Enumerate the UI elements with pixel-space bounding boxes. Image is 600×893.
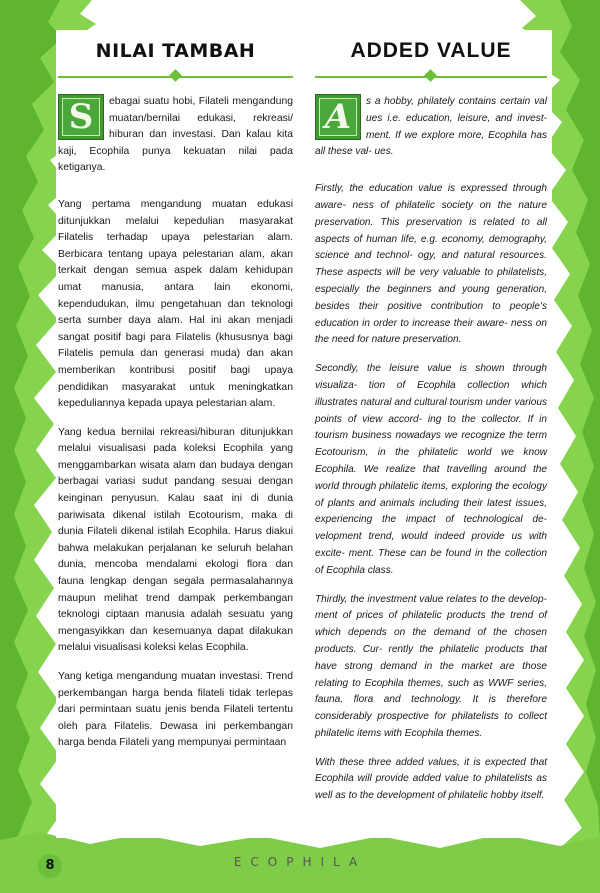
paragraph-intro-id: S ebagai suatu hobi, Filateli mengandung muatan/bernilai edukasi, rekreasi/ hiburan dan investasi. Dan kalau kita kaji, Ecophila punya kekuatan nilai pada ketiganya. (58, 96, 293, 174)
page-number: 8 (38, 854, 62, 878)
paragraph-conclusion-en: With these three added values, it is expected that Ecophila will provide added value to philatelists as well as to the development of philatelic hobby itself. (315, 756, 547, 802)
dropcap-a: A (315, 94, 361, 140)
page-footer (0, 846, 600, 886)
indonesian-column (58, 36, 293, 764)
title-divider (315, 70, 547, 84)
paragraph-leisure-id: Yang kedua bernilai rekreasi/hiburan ditunjukkan melalui visualisasi pada koleksi Ecophila yang menggambarkan wisata alam dan budaya dengan berbagai variasi sudut pandang sesuai dengan keinginan penyusun. Kalau saat ini di dunia pariwisata dikenal istilah Ecotourism, maka di dunia Filateli dikenal istilah Ecophila. Harus diakui bahwa melakukan perjalanan ke seluruh belahan dunia, mencoba mendalami ekologi flora dan fauna lengkap dengan segala permasalahannya maupun melihat trend dampak perkembangan teknologi ciptaan manusia adalah sesuatu yang mengasyikkan dan kesemuanya dapat dilakukan melalui visualisasi koleksi kelas Ecophila. (58, 426, 293, 654)
paragraph-investment-en: Thirdly, the investment value relates to the develop- ment of prices of philatelic products the trend of which depends on the demand of the chosen products. Cur- rently the philatelic products that have strong demand in the market are those relating to Ecophila themes, such as WWF series, fauna, flora and technology. It is therefore considerably prospective for philatelists to collect philatelic items with Ecophila themes. (315, 593, 547, 739)
column-title-id: NILAI TAMBAH (95, 40, 256, 62)
dropcap-s: S (58, 94, 104, 140)
paragraph-education-en: Firstly, the education value is expressed through aware- ness of philatelic society on the nature preservation. This preservation is related to all aspects of human life, e.g. economy, demography, science and technol- ogy, and natural resources. These aspects will be very valuable to philatelists, especially the beginners and young generation, besides their positive contribution to people's education in order to increase their aware- ness on the need for nature preservation. (315, 183, 547, 346)
paragraph-intro-en: A s a hobby, philately contains certain val ues i.e. education, leisure, and invest- ment. If we explore more, Ecophila has all these val- ues. (315, 96, 547, 158)
paragraph-leisure-en: Secondly, the leisure value is shown through visualiza- tion of Ecophila collection which illustrates natural and cultural tourism under various points of view accord- ing to the collector. If in tourism business nowadays we recognize the term Ecotourism, in the philatelic world we know Ecophila. We realize that travelling around the world through philatelic items, exploring the ecology of plants and animals including their latest issues, experiencing the impact of technological de- velopment trend, would indeed provide us with excite- ment. These can be found in the collection of Ecophila class. (315, 363, 547, 576)
magazine-brand: ECOPHILA (233, 855, 367, 869)
column-title-en: ADDED VALUE (350, 39, 512, 62)
english-column (315, 36, 547, 817)
paragraph-education-id: Yang pertama mengandung muatan edukasi ditunjukkan melalui kepedulian masyarakat Filatelis terhadap upaya pelestarian alam. Berbicara tentang upaya pelestarian alam, akan terkait dengan semua aspek dalam kehidupan umat manusia, antara lain ekonomi, kependudukan, ilmu pengetahuan dan teknologi serta sumber daya alam. Hal ini akan menjadi sangat positif bagi para Filatelis (khususnya bagi Filatelis pemula dan generasi muda) dan akan memberikan kontribusi positif bagi upaya pendidikan masyarakat untuk meningkatkan kepeduliannya kepada upaya pelestarian alam. (58, 198, 293, 410)
title-divider (58, 70, 293, 84)
paragraph-investment-id: Yang ketiga mengandung muatan investasi. Trend perkembangan harga benda filateli tidak terlepas dari permintaan suatu jenis benda Filateli tertentu oleh para Filatelis. Dewasa ini perkembangan harga benda Filateli yang mempunyai permintaan (58, 671, 293, 749)
